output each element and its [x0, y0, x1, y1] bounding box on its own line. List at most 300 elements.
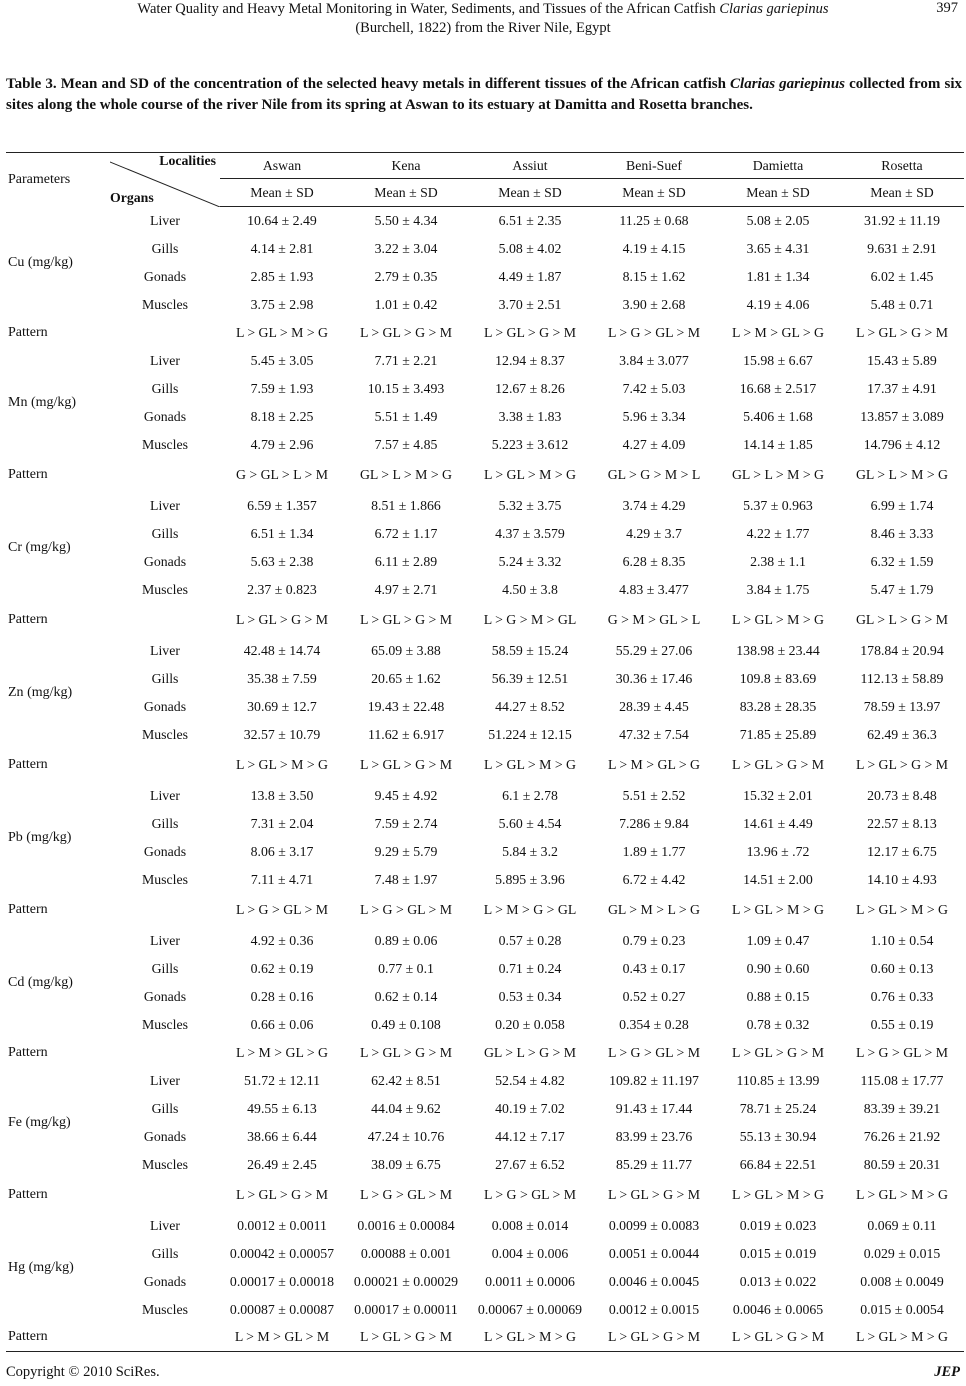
table-row: [6, 721, 964, 749]
pattern-value: L > GL > M > G: [468, 1324, 592, 1352]
mean-sd-value: 0.0099 ± 0.0083: [608, 1217, 700, 1233]
organ-label: Gills: [151, 1100, 179, 1116]
locality-header: Aswan: [220, 153, 344, 179]
pattern-organ-blank: [110, 604, 220, 637]
mean-sd-value: 14.10 ± 4.93: [867, 871, 937, 887]
organ-label: Gills: [151, 380, 179, 396]
metal-symbol: Cr: [8, 539, 22, 555]
table-row: [6, 207, 964, 235]
organ-label: Gonads: [143, 268, 187, 284]
pattern-value: L > G > M > GL: [483, 612, 577, 627]
table-row: [6, 1067, 964, 1095]
mean-sd-value: 5.37 ± 0.963: [743, 497, 813, 513]
mean-sd-value: 32.57 ± 10.79: [243, 726, 321, 742]
mean-sd-value: 2.85 ± 1.93: [250, 268, 314, 284]
table-row: [6, 983, 964, 1011]
table-row: [6, 1123, 964, 1151]
locality-header: Rosetta: [840, 153, 964, 179]
pattern-value: L > GL > G > M: [359, 324, 453, 340]
mean-sd-value: 0.55 ± 0.19: [870, 1016, 934, 1032]
mean-sd-value: 5.84 ± 3.2: [502, 843, 558, 859]
metal-symbol: Fe: [8, 1114, 22, 1130]
organ-label: Liver: [150, 932, 180, 948]
mean-sd-value: 3.84 ± 1.75: [746, 581, 810, 597]
metal-symbol: Zn: [8, 684, 24, 700]
mean-sd-value: 0.57 ± 0.28: [498, 932, 562, 948]
mean-sd-value: 0.00017 ± 0.00011: [354, 1301, 458, 1317]
pattern-value: L > GL > M > G: [731, 902, 825, 917]
caption-species: Clarias gariepinus: [730, 76, 845, 92]
mean-sd-value: 6.11 ± 2.89: [374, 553, 438, 569]
organ-label: Gills: [151, 670, 179, 686]
organ-label: Gills: [151, 525, 179, 541]
mean-sd-value: 2.37 ± 0.823: [247, 581, 317, 597]
mean-sd-value: 109.8 ± 83.69: [739, 670, 817, 686]
table-row: [6, 347, 964, 375]
locality-header: Damietta: [716, 153, 840, 179]
pattern-value: L > GL > G > M: [483, 324, 577, 340]
mean-sd-header: Mean ± SD: [468, 179, 592, 207]
pattern-label: Pattern: [8, 612, 48, 627]
table-row: [6, 1240, 964, 1268]
table-row: [6, 1268, 964, 1296]
organs-header: Organs: [110, 189, 154, 205]
mean-sd-value: 115.08 ± 17.77: [860, 1072, 944, 1088]
mean-sd-value: 3.74 ± 4.29: [622, 497, 686, 513]
pattern-row: [6, 1179, 964, 1212]
pattern-organ-blank: [110, 459, 220, 492]
metal-unit: (mg/kg): [24, 254, 73, 270]
mean-sd-value: 7.71 ± 2.21: [374, 352, 438, 368]
pattern-value: L > GL > G > M: [855, 757, 949, 772]
mean-sd-value: 5.63 ± 2.38: [250, 553, 314, 569]
pattern-value: L > GL > M > G: [840, 1324, 964, 1352]
mean-sd-value: 0.0046 ± 0.0045: [608, 1273, 700, 1289]
organ-label: Muscles: [142, 296, 188, 312]
mean-sd-value: 5.51 ± 1.49: [374, 408, 438, 424]
organ-label: Gonads: [143, 1128, 187, 1144]
mean-sd-value: 0.0011 ± 0.0006: [485, 1273, 575, 1289]
mean-sd-value: 16.68 ± 2.517: [739, 380, 817, 396]
mean-sd-value: 78.59 ± 13.97: [863, 698, 941, 714]
table-row: [6, 375, 964, 403]
organ-label: Gills: [151, 240, 179, 256]
organ-label: Liver: [150, 1072, 180, 1088]
mean-sd-value: 0.015 ± 0.0054: [860, 1301, 944, 1317]
organ-label: Muscles: [142, 436, 188, 452]
mean-sd-value: 5.24 ± 3.32: [498, 553, 562, 569]
mean-sd-value: 42.48 ± 14.74: [243, 642, 321, 658]
organ-label: Liver: [150, 212, 180, 228]
mean-sd-value: 55.29 ± 27.06: [615, 642, 693, 658]
mean-sd-value: 12.94 ± 8.37: [495, 352, 565, 368]
pattern-value: L > GL > M > G: [235, 324, 329, 340]
pattern-value: L > G > GL > M: [607, 1044, 701, 1060]
mean-sd-value: 85.29 ± 11.77: [615, 1156, 693, 1172]
mean-sd-value: 6.72 ± 4.42: [622, 871, 686, 887]
pattern-value: L > GL > M > G: [855, 1187, 949, 1202]
pattern-value: G > M > GL > L: [607, 612, 701, 627]
mean-sd-value: 0.00087 ± 0.00087: [229, 1301, 335, 1317]
pattern-organ-blank: [110, 1039, 220, 1067]
metal-symbol: Cd: [8, 974, 25, 990]
mean-sd-value: 83.28 ± 28.35: [739, 698, 817, 714]
table-row: [6, 263, 964, 291]
mean-sd-value: 0.015 ± 0.019: [739, 1245, 817, 1261]
mean-sd-value: 0.019 ± 0.023: [739, 1217, 817, 1233]
mean-sd-value: 4.97 ± 2.71: [374, 581, 438, 597]
metal-unit: (mg/kg): [22, 1114, 71, 1130]
mean-sd-value: 3.22 ± 3.04: [374, 240, 438, 256]
mean-sd-value: 5.51 ± 2.52: [622, 787, 686, 803]
organ-label: Muscles: [142, 581, 188, 597]
mean-sd-value: 0.60 ± 0.13: [870, 960, 934, 976]
mean-sd-value: 11.62 ± 6.917: [367, 726, 445, 742]
mean-sd-value: 6.99 ± 1.74: [870, 497, 934, 513]
running-head-line2: (Burchell, 1822) from the River Nile, Egypt: [355, 20, 611, 36]
mean-sd-value: 31.92 ± 11.19: [863, 212, 941, 228]
mean-sd-value: 6.1 ± 2.78: [502, 787, 558, 803]
metal-symbol: Pb: [8, 829, 23, 845]
footer-copyright: Copyright © 2010 SciRes.: [6, 1364, 160, 1380]
mean-sd-value: 2.79 ± 0.35: [374, 268, 438, 284]
mean-sd-value: 44.12 ± 7.17: [495, 1128, 565, 1144]
mean-sd-value: 14.796 ± 4.12: [863, 436, 941, 452]
pattern-value: L > G > GL > M: [359, 902, 453, 917]
mean-sd-value: 5.32 ± 3.75: [498, 497, 562, 513]
mean-sd-value: 20.73 ± 8.48: [867, 787, 937, 803]
mean-sd-value: 6.02 ± 1.45: [870, 268, 934, 284]
mean-sd-value: 0.77 ± 0.1: [378, 960, 434, 976]
mean-sd-value: 7.31 ± 2.04: [250, 815, 314, 831]
mean-sd-value: 0.0012 ± 0.0011: [237, 1217, 327, 1233]
table-row: [6, 403, 964, 431]
mean-sd-value: 0.0016 ± 0.00084: [357, 1217, 455, 1233]
organ-label: Gonads: [143, 1273, 187, 1289]
mean-sd-value: 0.53 ± 0.34: [498, 988, 562, 1004]
mean-sd-value: 13.8 ± 3.50: [250, 787, 314, 803]
metal-unit: (mg/kg): [22, 829, 72, 845]
table-row: [6, 1296, 964, 1324]
pattern-value: L > GL > G > M: [359, 612, 453, 627]
mean-sd-value: 5.50 ± 4.34: [374, 212, 438, 228]
pattern-value: L > GL > G > M: [607, 1187, 701, 1202]
pattern-label: Pattern: [8, 1044, 48, 1060]
mean-sd-value: 0.71 ± 0.24: [498, 960, 562, 976]
pattern-value: L > GL > M > G: [235, 757, 329, 772]
organ-label: Liver: [150, 352, 180, 368]
mean-sd-value: 8.15 ± 1.62: [622, 268, 686, 284]
mean-sd-value: 62.42 ± 8.51: [371, 1072, 441, 1088]
metal-symbol: Mn: [8, 394, 28, 410]
parameters-header: [6, 153, 110, 207]
mean-sd-value: 0.008 ± 0.014: [491, 1217, 569, 1233]
table-row: [6, 810, 964, 838]
organ-label: Liver: [150, 642, 180, 658]
mean-sd-value: 58.59 ± 15.24: [491, 642, 569, 658]
mean-sd-value: 5.223 ± 3.612: [491, 436, 569, 452]
parameters-header-label: Parameters: [8, 171, 71, 187]
table-row: [6, 1011, 964, 1039]
mean-sd-value: 15.43 ± 5.89: [867, 352, 937, 368]
mean-sd-value: 0.88 ± 0.15: [746, 988, 810, 1004]
organ-label: Gonads: [143, 698, 187, 714]
mean-sd-value: 9.631 ± 2.91: [867, 240, 937, 256]
mean-sd-value: 1.09 ± 0.47: [746, 932, 810, 948]
header-localities-row: [6, 153, 964, 179]
mean-sd-value: 13.857 ± 3.089: [860, 408, 944, 424]
mean-sd-value: 7.48 ± 1.97: [374, 871, 438, 887]
organ-label: Muscles: [142, 726, 188, 742]
mean-sd-value: 3.90 ± 2.68: [622, 296, 686, 312]
mean-sd-value: 5.406 ± 1.68: [743, 408, 813, 424]
pattern-row: [6, 894, 964, 927]
pattern-label: Pattern: [8, 1187, 48, 1202]
mean-sd-value: 0.43 ± 0.17: [622, 960, 686, 976]
mean-sd-value: 66.84 ± 22.51: [739, 1156, 817, 1172]
mean-sd-value: 0.069 ± 0.11: [867, 1217, 937, 1233]
organ-label: Liver: [150, 787, 180, 803]
organ-label: Muscles: [142, 1301, 188, 1317]
mean-sd-value: 10.64 ± 2.49: [247, 212, 317, 228]
pattern-value: GL > L > M > G: [359, 467, 453, 482]
mean-sd-value: 40.19 ± 7.02: [495, 1100, 565, 1116]
pattern-value: L > GL > M > G: [731, 1187, 825, 1202]
mean-sd-value: 1.10 ± 0.54: [870, 932, 934, 948]
mean-sd-value: 4.22 ± 1.77: [746, 525, 810, 541]
mean-sd-value: 4.79 ± 2.96: [250, 436, 314, 452]
mean-sd-value: 9.29 ± 5.79: [374, 843, 438, 859]
mean-sd-value: 5.895 ± 3.96: [495, 871, 565, 887]
mean-sd-value: 138.98 ± 23.44: [736, 642, 820, 658]
table-row: [6, 838, 964, 866]
table-row: [6, 665, 964, 693]
mean-sd-value: 9.45 ± 4.92: [374, 787, 438, 803]
table-row: [6, 955, 964, 983]
pattern-value: L > M > GL > G: [607, 757, 701, 772]
table-row: [6, 520, 964, 548]
table-row: [6, 693, 964, 721]
mean-sd-value: 5.08 ± 2.05: [746, 212, 810, 228]
pattern-value: L > GL > G > M: [235, 612, 329, 627]
mean-sd-value: 35.38 ± 7.59: [247, 670, 317, 686]
mean-sd-value: 65.09 ± 3.88: [371, 642, 441, 658]
organ-label: Gonads: [143, 408, 187, 424]
data-table-container: [6, 152, 964, 1352]
table-row: [6, 637, 964, 665]
organ-label: Gills: [151, 815, 179, 831]
metal-unit: (mg/kg): [24, 974, 73, 990]
pattern-value: G > GL > L > M: [235, 467, 329, 482]
pattern-label: Pattern: [6, 1324, 110, 1352]
mean-sd-value: 6.28 ± 8.35: [622, 553, 686, 569]
mean-sd-value: 62.49 ± 36.3: [867, 726, 937, 742]
pattern-value: L > M > GL > G: [235, 1044, 329, 1060]
mean-sd-value: 15.98 ± 6.67: [743, 352, 813, 368]
locality-header: Kena: [344, 153, 468, 179]
footer-journal: JEP: [934, 1364, 960, 1380]
metal-symbol: Cu: [8, 254, 25, 270]
mean-sd-value: 0.004 ± 0.006: [491, 1245, 569, 1261]
mean-sd-value: 0.76 ± 0.33: [870, 988, 934, 1004]
page-number: 397: [936, 0, 958, 16]
mean-sd-value: 178.84 ± 20.94: [860, 642, 944, 658]
running-head: [0, 0, 966, 46]
mean-sd-value: 110.85 ± 13.99: [736, 1072, 820, 1088]
pattern-value: L > M > GL > G: [731, 324, 825, 340]
mean-sd-value: 0.00017 ± 0.00018: [229, 1273, 335, 1289]
mean-sd-value: 38.09 ± 6.75: [371, 1156, 441, 1172]
mean-sd-value: 49.55 ± 6.13: [247, 1100, 317, 1116]
pattern-value: L > GL > G > M: [592, 1324, 716, 1352]
mean-sd-value: 5.96 ± 3.34: [622, 408, 686, 424]
mean-sd-value: 0.354 ± 0.28: [619, 1016, 689, 1032]
mean-sd-value: 51.72 ± 12.11: [243, 1072, 321, 1088]
organ-label: Muscles: [142, 871, 188, 887]
mean-sd-value: 78.71 ± 25.24: [739, 1100, 817, 1116]
mean-sd-value: 4.29 ± 3.7: [626, 525, 682, 541]
table-row: [6, 1212, 964, 1240]
pattern-value: GL > L > M > G: [731, 467, 825, 482]
mean-sd-value: 11.25 ± 0.68: [619, 212, 689, 228]
metal-parameter-cell: [6, 927, 110, 1039]
table-row: [6, 548, 964, 576]
organ-label: Gills: [151, 1245, 179, 1261]
pattern-value: GL > L > M > G: [855, 467, 949, 482]
pattern-value: L > GL > G > M: [359, 1044, 453, 1060]
mean-sd-value: 5.45 ± 3.05: [250, 352, 314, 368]
pattern-value: L > G > GL > M: [235, 902, 329, 917]
table-row: [6, 576, 964, 604]
pattern-value: L > GL > M > G: [483, 467, 577, 482]
mean-sd-header: Mean ± SD: [592, 179, 716, 207]
metal-parameter-cell: [6, 1212, 110, 1324]
mean-sd-value: 2.38 ± 1.1: [750, 553, 806, 569]
metal-parameter-cell: [6, 637, 110, 749]
organ-label: Gonads: [143, 988, 187, 1004]
mean-sd-value: 91.43 ± 17.44: [615, 1100, 693, 1116]
mean-sd-value: 3.65 ± 4.31: [746, 240, 810, 256]
mean-sd-value: 3.84 ± 3.077: [619, 352, 689, 368]
mean-sd-value: 1.01 ± 0.42: [374, 296, 438, 312]
mean-sd-header: Mean ± SD: [220, 179, 344, 207]
running-head-line1: [0, 0, 966, 19]
mean-sd-value: 14.51 ± 2.00: [743, 871, 813, 887]
pattern-value: L > G > GL > M: [359, 1187, 453, 1202]
mean-sd-value: 27.67 ± 6.52: [495, 1156, 565, 1172]
pattern-value: GL > L > G > M: [855, 612, 949, 627]
mean-sd-value: 5.08 ± 4.02: [498, 240, 562, 256]
mean-sd-value: 4.50 ± 3.8: [502, 581, 558, 597]
mean-sd-value: 109.82 ± 11.197: [609, 1072, 699, 1088]
mean-sd-value: 8.06 ± 3.17: [250, 843, 314, 859]
pattern-value: L > GL > M > G: [855, 902, 949, 917]
pattern-row: [6, 749, 964, 782]
pattern-organ-blank: [110, 749, 220, 782]
mean-sd-value: 4.19 ± 4.06: [746, 296, 810, 312]
pattern-value: L > G > GL > M: [483, 1187, 577, 1202]
mean-sd-value: 0.013 ± 0.022: [739, 1273, 817, 1289]
mean-sd-value: 0.78 ± 0.32: [746, 1016, 810, 1032]
mean-sd-value: 51.224 ± 12.15: [488, 726, 572, 742]
pattern-organ-blank: [110, 319, 220, 347]
table-row: [6, 782, 964, 810]
table-row: [6, 927, 964, 955]
mean-sd-value: 3.38 ± 1.83: [498, 408, 562, 424]
mean-sd-value: 7.286 ± 9.84: [619, 815, 689, 831]
mean-sd-value: 7.42 ± 5.03: [622, 380, 686, 396]
organs-localities-header: [110, 153, 220, 207]
mean-sd-header: Mean ± SD: [716, 179, 840, 207]
mean-sd-value: 6.32 ± 1.59: [870, 553, 934, 569]
mean-sd-value: 0.00021 ± 0.00029: [353, 1273, 459, 1289]
pattern-value: L > GL > G > M: [235, 1187, 329, 1202]
mean-sd-value: 30.36 ± 17.46: [615, 670, 693, 686]
mean-sd-value: 0.20 ± 0.058: [495, 1016, 565, 1032]
pattern-row: [6, 1039, 964, 1067]
pattern-value: GL > G > M > L: [607, 467, 701, 482]
pattern-value: L > GL > G > M: [716, 1324, 840, 1352]
mean-sd-value: 0.0046 ± 0.0065: [732, 1301, 824, 1317]
mean-sd-value: 71.85 ± 25.89: [739, 726, 817, 742]
mean-sd-value: 4.49 ± 1.87: [498, 268, 562, 284]
pattern-organ-blank: [110, 1324, 220, 1352]
mean-sd-value: 17.37 ± 4.91: [867, 380, 937, 396]
pattern-organ-blank: [110, 1179, 220, 1212]
pattern-value: L > G > GL > M: [607, 324, 701, 340]
table-row: [6, 866, 964, 894]
mean-sd-value: 7.57 ± 4.85: [374, 436, 438, 452]
mean-sd-value: 80.59 ± 20.31: [863, 1156, 941, 1172]
mean-sd-value: 8.46 ± 3.33: [870, 525, 934, 541]
metal-parameter-cell: [6, 1067, 110, 1179]
running-head-title: Water Quality and Heavy Metal Monitoring in Water, Sediments, and Tissues of the African Catfish: [137, 1, 720, 17]
pattern-value: L > GL > G > M: [731, 757, 825, 772]
mean-sd-value: 0.79 ± 0.23: [622, 932, 686, 948]
mean-sd-value: 47.32 ± 7.54: [619, 726, 689, 742]
mean-sd-value: 10.15 ± 3.493: [367, 380, 445, 396]
pattern-value: L > G > GL > M: [855, 1044, 949, 1060]
metal-unit: (mg/kg): [27, 394, 77, 410]
running-head-species: Clarias gariepinus: [719, 1, 829, 17]
mean-sd-value: 0.52 ± 0.27: [622, 988, 686, 1004]
mean-sd-value: 83.99 ± 23.76: [615, 1128, 693, 1144]
mean-sd-value: 14.14 ± 1.85: [743, 436, 813, 452]
mean-sd-header: Mean ± SD: [840, 179, 964, 207]
pattern-value: L > GL > M > G: [731, 612, 825, 627]
mean-sd-value: 13.96 ± .72: [746, 843, 810, 859]
metal-parameter-cell: [6, 492, 110, 604]
mean-sd-value: 0.62 ± 0.14: [374, 988, 438, 1004]
mean-sd-value: 112.13 ± 58.89: [860, 670, 944, 686]
mean-sd-value: 20.65 ± 1.62: [371, 670, 441, 686]
organ-label: Muscles: [142, 1156, 188, 1172]
table-row: [6, 291, 964, 319]
mean-sd-value: 4.83 ± 3.477: [619, 581, 689, 597]
mean-sd-value: 0.49 ± 0.108: [371, 1016, 441, 1032]
mean-sd-value: 22.57 ± 8.13: [867, 815, 937, 831]
table-caption: [6, 74, 962, 116]
organ-label: Gills: [151, 960, 179, 976]
mean-sd-value: 4.19 ± 4.15: [622, 240, 686, 256]
mean-sd-value: 0.0051 ± 0.0044: [608, 1245, 700, 1261]
mean-sd-value: 28.39 ± 4.45: [619, 698, 689, 714]
mean-sd-value: 3.75 ± 2.98: [250, 296, 314, 312]
mean-sd-value: 6.51 ± 1.34: [250, 525, 314, 541]
pattern-row: [6, 459, 964, 492]
pattern-label: Pattern: [8, 467, 48, 482]
mean-sd-value: 0.00042 ± 0.00057: [229, 1245, 335, 1261]
